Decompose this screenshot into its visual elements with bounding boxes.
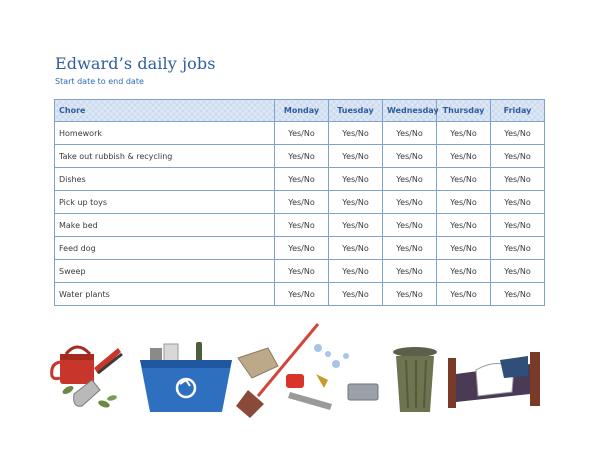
- day-cell[interactable]: Yes/No: [329, 283, 383, 306]
- day-cell[interactable]: Yes/No: [275, 168, 329, 191]
- day-cell[interactable]: Yes/No: [275, 260, 329, 283]
- column-header-monday: Monday: [275, 100, 329, 122]
- day-cell[interactable]: Yes/No: [329, 122, 383, 145]
- day-cell[interactable]: Yes/No: [491, 122, 545, 145]
- table-header-row: [55, 100, 545, 122]
- day-cell[interactable]: Yes/No: [437, 191, 491, 214]
- day-cell[interactable]: Yes/No: [437, 214, 491, 237]
- day-cell[interactable]: Yes/No: [491, 145, 545, 168]
- chore-name: Homework: [55, 122, 275, 145]
- day-cell[interactable]: Yes/No: [275, 191, 329, 214]
- day-cell[interactable]: Yes/No: [491, 191, 545, 214]
- chore-name: Dishes: [55, 168, 275, 191]
- day-cell[interactable]: Yes/No: [383, 283, 437, 306]
- day-cell[interactable]: Yes/No: [329, 145, 383, 168]
- chore-name: Sweep: [55, 260, 275, 283]
- chore-illustrations: [0, 318, 600, 428]
- table-row: [55, 191, 545, 214]
- day-cell[interactable]: Yes/No: [383, 237, 437, 260]
- watering-can-icon: [52, 347, 121, 384]
- day-cell[interactable]: Yes/No: [383, 145, 437, 168]
- table-row: [55, 122, 545, 145]
- day-cell[interactable]: Yes/No: [437, 122, 491, 145]
- date-range: Start date to end date: [55, 77, 144, 86]
- day-cell[interactable]: Yes/No: [437, 237, 491, 260]
- trash-can-icon: [393, 347, 437, 412]
- column-header-chore: Chore: [55, 100, 275, 122]
- page-title: Edward’s daily jobs: [55, 54, 216, 73]
- chore-name: Water plants: [55, 283, 275, 306]
- table-row: [55, 260, 545, 283]
- day-cell[interactable]: Yes/No: [275, 237, 329, 260]
- column-header-thursday: Thursday: [437, 100, 491, 122]
- chore-name: Take out rubbish & recycling: [55, 145, 275, 168]
- table-row: [55, 214, 545, 237]
- day-cell[interactable]: Yes/No: [491, 168, 545, 191]
- day-cell[interactable]: Yes/No: [383, 168, 437, 191]
- day-cell[interactable]: Yes/No: [329, 237, 383, 260]
- day-cell[interactable]: Yes/No: [275, 214, 329, 237]
- day-cell[interactable]: Yes/No: [329, 168, 383, 191]
- day-cell[interactable]: Yes/No: [437, 283, 491, 306]
- day-cell[interactable]: Yes/No: [437, 168, 491, 191]
- day-cell[interactable]: Yes/No: [329, 260, 383, 283]
- day-cell[interactable]: Yes/No: [329, 214, 383, 237]
- table-row: [55, 237, 545, 260]
- column-header-friday: Friday: [491, 100, 545, 122]
- day-cell[interactable]: Yes/No: [383, 191, 437, 214]
- chore-name: Feed dog: [55, 237, 275, 260]
- day-cell[interactable]: Yes/No: [275, 283, 329, 306]
- column-header-tuesday: Tuesday: [329, 100, 383, 122]
- chore-name: Pick up toys: [55, 191, 275, 214]
- day-cell[interactable]: Yes/No: [275, 145, 329, 168]
- day-cell[interactable]: Yes/No: [329, 191, 383, 214]
- dishes-icon: [286, 344, 378, 410]
- day-cell[interactable]: Yes/No: [383, 214, 437, 237]
- table-row: [55, 168, 545, 191]
- table-row: [55, 145, 545, 168]
- recycling-bin-icon: [140, 342, 232, 412]
- day-cell[interactable]: Yes/No: [491, 260, 545, 283]
- day-cell[interactable]: Yes/No: [383, 260, 437, 283]
- day-cell[interactable]: Yes/No: [437, 260, 491, 283]
- chore-table: [54, 99, 545, 306]
- day-cell[interactable]: Yes/No: [491, 237, 545, 260]
- day-cell[interactable]: Yes/No: [275, 122, 329, 145]
- dustpan-icon: [238, 348, 278, 378]
- bed-icon: [448, 352, 540, 408]
- table-row: [55, 283, 545, 306]
- column-header-wednesday: Wednesday: [383, 100, 437, 122]
- day-cell[interactable]: Yes/No: [491, 283, 545, 306]
- day-cell[interactable]: Yes/No: [383, 122, 437, 145]
- day-cell[interactable]: Yes/No: [491, 214, 545, 237]
- day-cell[interactable]: Yes/No: [437, 145, 491, 168]
- chore-name: Make bed: [55, 214, 275, 237]
